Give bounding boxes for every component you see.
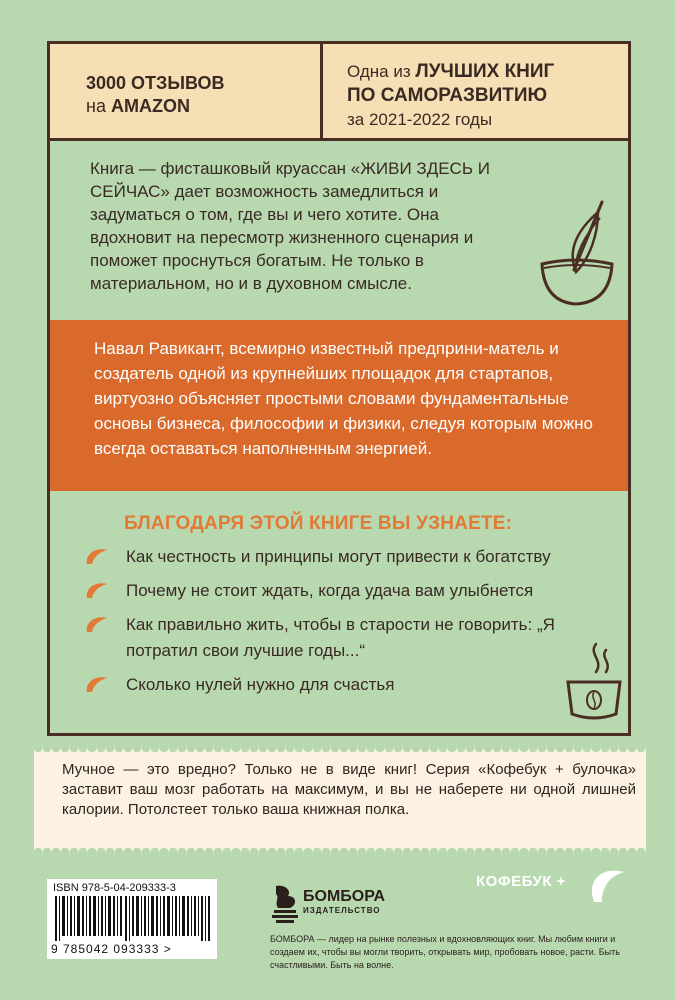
croissant-icon <box>84 614 110 636</box>
coffee-cup-icon <box>562 640 628 730</box>
barcode <box>47 879 217 959</box>
header-divider <box>320 44 323 141</box>
reviews-brand: AMAZON <box>110 96 190 116</box>
learn-title: БЛАГОДАРЯ ЭТОЙ КНИГЕ ВЫ УЗНАЕТЕ: <box>124 513 513 534</box>
list-item-text: Сколько нулей нужно для счастья <box>126 675 395 694</box>
author-panel <box>50 320 628 491</box>
barcode-bars <box>55 896 211 941</box>
list-item-text: Как правильно жить, чтобы в старости не говорить: „Я потратил свои лучшие годы...“ <box>126 615 555 660</box>
barcode-number: 9 785042 093333 > <box>51 942 172 956</box>
list-item-text: Почему не стоит ждать, когда удача вам улыбнется <box>126 581 534 600</box>
header-panel <box>50 44 628 141</box>
series-note <box>34 748 646 852</box>
list-item-text: Как честность и принципы могут привести к богатству <box>126 547 551 566</box>
best-prefix: Одна из <box>347 62 411 81</box>
reviews-count: 3000 ОТЗЫВОВ <box>86 73 225 93</box>
reviews-badge <box>86 72 306 118</box>
whisk-bowl-icon <box>536 198 616 308</box>
croissant-icon <box>84 580 110 602</box>
publisher-name: БОМБОРА <box>303 888 386 905</box>
series-note-text: Мучное — это вредно? Только не в виде книг! Серия «Кофебук + булочка» заставит ваш мозг работать на максимум, и вы не наберете ни одной лишней калории. Потолстеет только ваша книжная полка. <box>62 761 636 818</box>
best-suffix: за 2021-2022 годы <box>347 110 493 129</box>
publisher-sub: ИЗДАТЕЛЬСТВО <box>303 906 381 915</box>
croissant-icon <box>84 674 110 696</box>
best-bold-1: ЛУЧШИХ КНИГ <box>415 61 555 82</box>
list-item <box>84 672 604 698</box>
author-text: Навал Равикант, всемирно известный предприни-матель и создатель одной из крупнейших площадок для стартапов, виртуозно объясняет простыми словами фундаментальные основы бизнеса, философии и физики, следуя которым можно всегда оставаться наполненным энергией. <box>94 339 593 458</box>
cover-frame <box>47 41 631 736</box>
series-logo-text: КОФЕБУК + <box>476 873 566 890</box>
publisher-description: БОМБОРА — лидер на рынке полезных и вдохновляющих книг. Мы любим книги и создаем их, чтобы вы могли творить, открывать мир, пробовать новое, расти. Быть счастливыми. Быть на волне. <box>270 934 620 970</box>
best-books-badge <box>347 60 617 132</box>
croissant-icon <box>84 546 110 568</box>
list-item <box>84 612 604 664</box>
learn-list <box>84 544 604 706</box>
best-bold-2: ПО САМОРАЗВИТИЮ <box>347 85 548 106</box>
intro-text: Книга — фисташковый круассан «ЖИВИ ЗДЕСЬ И СЕЙЧАС» дает возможность замедлиться и задуматься о том, где вы и чего хотите. Она вдохновит на пересмотр жизненного сценария и поможет проснуться богатым. Не только в материальном, но и в духовном смысле. <box>90 159 490 293</box>
isbn-text: ISBN 978-5-04-209333-3 <box>53 882 176 894</box>
reviews-on: на <box>86 96 106 116</box>
list-item <box>84 578 604 604</box>
list-item <box>84 544 604 570</box>
